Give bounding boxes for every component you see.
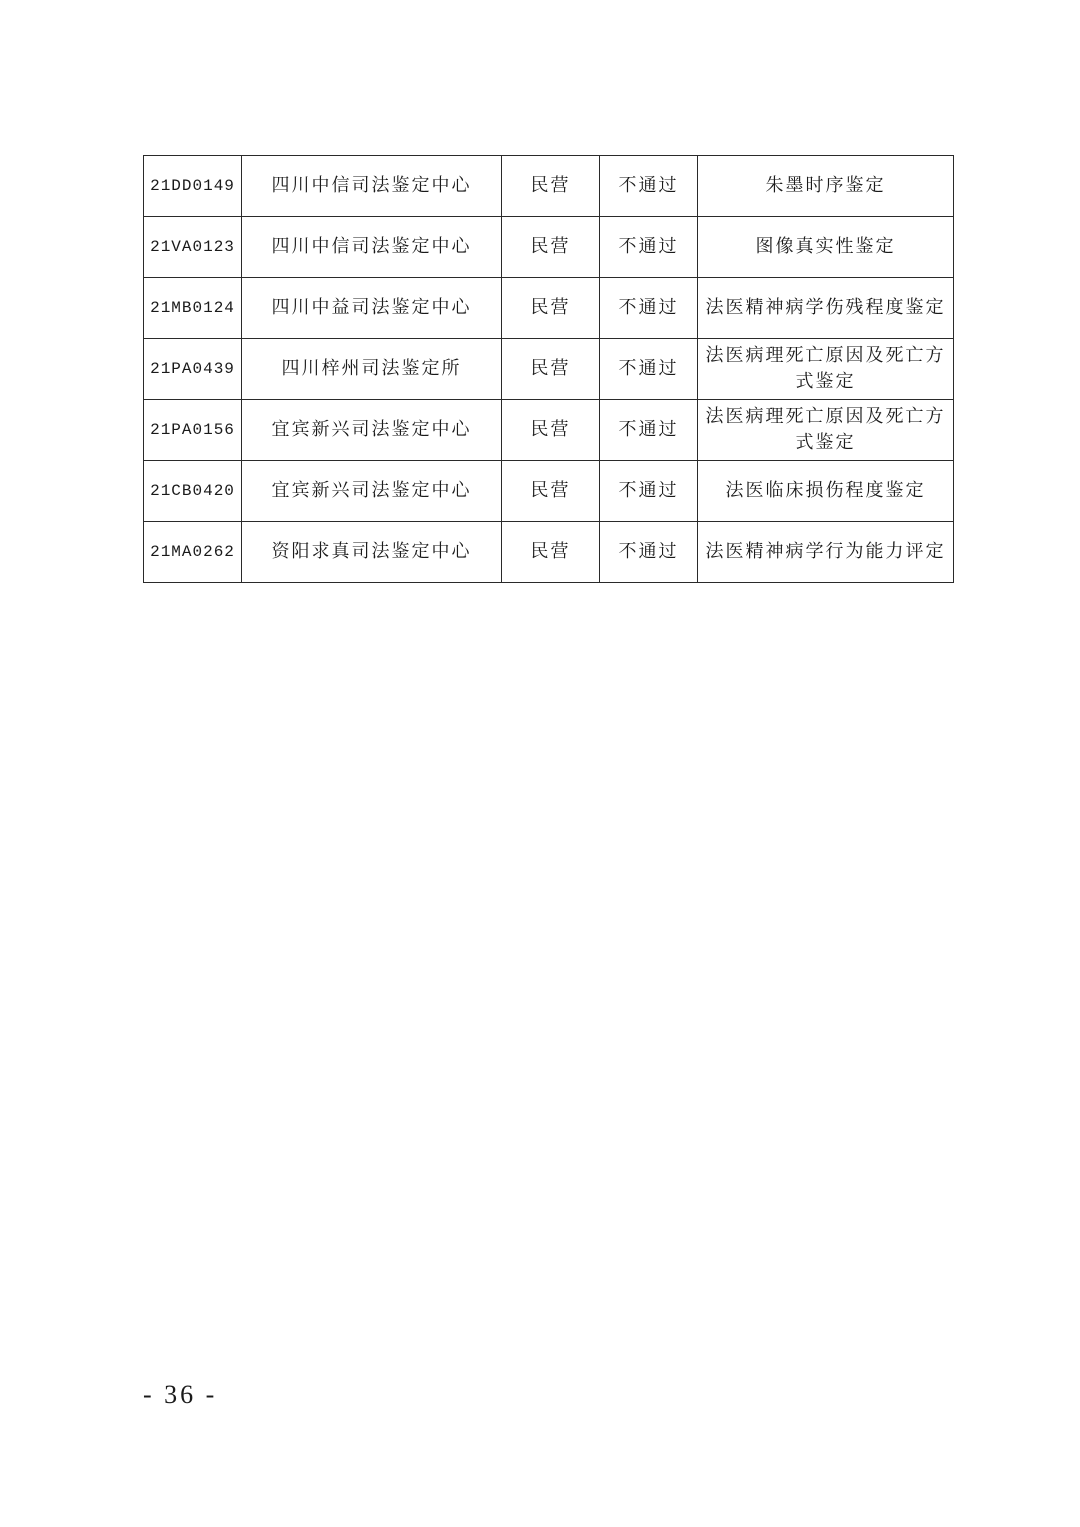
result-cell: 不通过 [600,461,698,522]
institution-type-cell: 民营 [502,461,600,522]
result-cell: 不通过 [600,522,698,583]
project-code-cell: 21DD0149 [144,156,242,217]
institution-type-cell: 民营 [502,400,600,461]
project-code-cell: 21PA0439 [144,339,242,400]
project-code-cell: 21MB0124 [144,278,242,339]
institution-type-cell: 民营 [502,156,600,217]
result-cell: 不通过 [600,400,698,461]
project-code-cell: 21VA0123 [144,217,242,278]
appraisal-item-cell: 法医病理死亡原因及死亡方式鉴定 [698,339,954,400]
result-cell: 不通过 [600,217,698,278]
result-cell: 不通过 [600,156,698,217]
institution-name-cell: 宜宾新兴司法鉴定中心 [242,400,502,461]
results-table [143,155,954,583]
project-code-cell: 21PA0156 [144,400,242,461]
appraisal-item-cell: 法医临床损伤程度鉴定 [698,461,954,522]
table-row [144,522,954,583]
appraisal-item-cell: 朱墨时序鉴定 [698,156,954,217]
institution-name-cell: 宜宾新兴司法鉴定中心 [242,461,502,522]
institution-name-cell: 资阳求真司法鉴定中心 [242,522,502,583]
project-code-cell: 21MA0262 [144,522,242,583]
page-number: - 36 - [143,1380,218,1409]
table-row [144,217,954,278]
institution-name-cell: 四川中信司法鉴定中心 [242,217,502,278]
table-row [144,156,954,217]
table-row [144,400,954,461]
appraisal-item-cell: 图像真实性鉴定 [698,217,954,278]
appraisal-item-cell: 法医精神病学行为能力评定 [698,522,954,583]
result-cell: 不通过 [600,278,698,339]
institution-name-cell: 四川中益司法鉴定中心 [242,278,502,339]
result-cell: 不通过 [600,339,698,400]
institution-type-cell: 民营 [502,339,600,400]
institution-type-cell: 民营 [502,217,600,278]
institution-name-cell: 四川梓州司法鉴定所 [242,339,502,400]
institution-name-cell: 四川中信司法鉴定中心 [242,156,502,217]
table-row [144,278,954,339]
institution-type-cell: 民营 [502,522,600,583]
appraisal-item-cell: 法医病理死亡原因及死亡方式鉴定 [698,400,954,461]
project-code-cell: 21CB0420 [144,461,242,522]
table-row [144,461,954,522]
appraisal-item-cell: 法医精神病学伤残程度鉴定 [698,278,954,339]
institution-type-cell: 民营 [502,278,600,339]
table-row [144,339,954,400]
